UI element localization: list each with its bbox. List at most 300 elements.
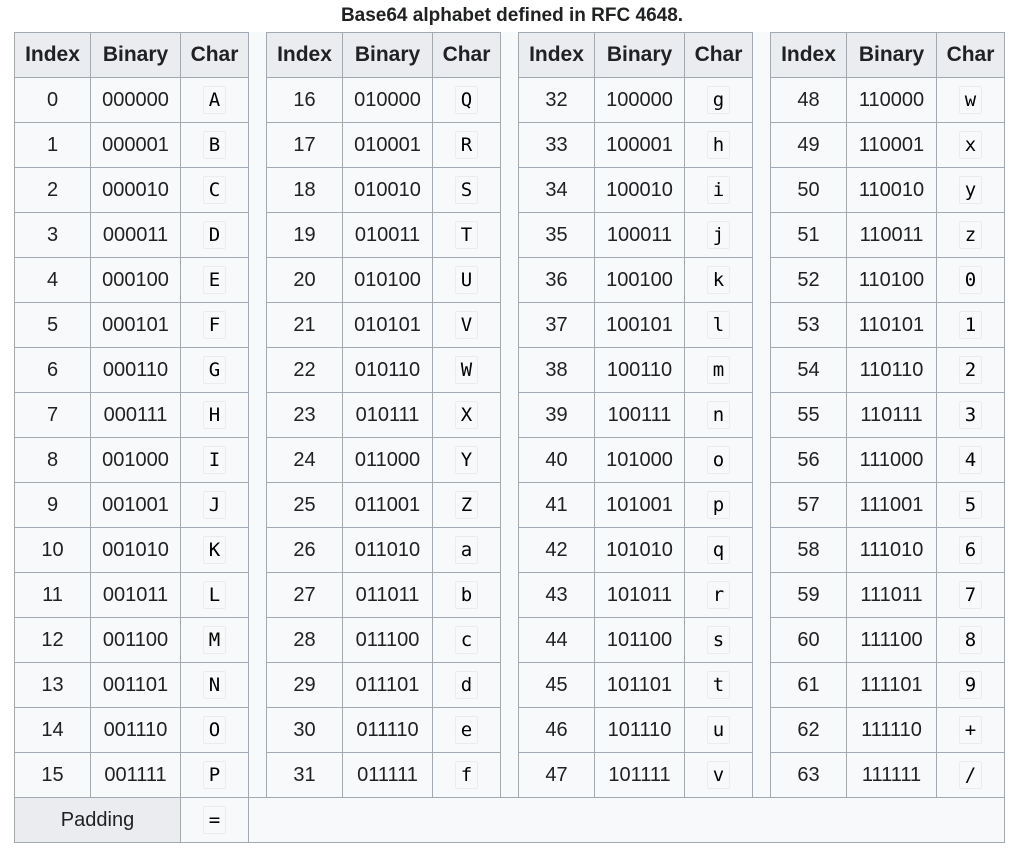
index-cell: 5	[15, 303, 91, 348]
char-value: y	[959, 176, 982, 204]
column-separator	[501, 78, 519, 123]
index-cell: 54	[771, 348, 847, 393]
column-separator	[501, 618, 519, 663]
binary-cell: 110010	[847, 168, 937, 213]
binary-cell: 000100	[91, 258, 181, 303]
char-cell	[181, 753, 249, 798]
char-cell	[685, 663, 753, 708]
header-row	[15, 33, 1005, 78]
char-value: T	[455, 221, 478, 249]
index-cell: 7	[15, 393, 91, 438]
char-value: m	[707, 356, 730, 384]
char-cell	[181, 78, 249, 123]
binary-cell: 011010	[343, 528, 433, 573]
index-cell: 37	[519, 303, 595, 348]
char-cell	[685, 438, 753, 483]
char-cell	[433, 303, 501, 348]
binary-cell: 101110	[595, 708, 685, 753]
column-separator	[249, 168, 267, 213]
char-cell	[937, 753, 1005, 798]
binary-cell: 110100	[847, 258, 937, 303]
char-value: L	[203, 581, 226, 609]
binary-cell: 000111	[91, 393, 181, 438]
char-cell	[937, 393, 1005, 438]
index-cell: 62	[771, 708, 847, 753]
char-cell	[181, 213, 249, 258]
binary-cell: 111101	[847, 663, 937, 708]
table-row	[15, 618, 1005, 663]
char-cell	[685, 573, 753, 618]
binary-cell: 111001	[847, 483, 937, 528]
binary-cell: 010011	[343, 213, 433, 258]
char-value: Q	[455, 86, 478, 114]
binary-cell: 000010	[91, 168, 181, 213]
binary-cell: 000000	[91, 78, 181, 123]
column-separator	[501, 663, 519, 708]
column-separator	[753, 78, 771, 123]
column-separator	[249, 123, 267, 168]
table-body	[15, 78, 1005, 798]
index-cell: 4	[15, 258, 91, 303]
index-cell: 59	[771, 573, 847, 618]
table-row	[15, 348, 1005, 393]
char-value: 0	[959, 266, 982, 294]
table-row	[15, 528, 1005, 573]
char-cell	[685, 213, 753, 258]
char-value: c	[455, 626, 478, 654]
char-cell	[181, 618, 249, 663]
char-value: l	[707, 311, 730, 339]
column-separator	[249, 528, 267, 573]
column-separator	[501, 708, 519, 753]
binary-cell: 010001	[343, 123, 433, 168]
char-cell	[433, 123, 501, 168]
index-cell: 3	[15, 213, 91, 258]
char-value: J	[203, 491, 226, 519]
header-index: Index	[771, 33, 847, 78]
column-separator	[501, 123, 519, 168]
index-cell: 32	[519, 78, 595, 123]
padding-char-cell	[181, 798, 249, 843]
char-value: d	[455, 671, 478, 699]
char-cell	[181, 168, 249, 213]
char-cell	[181, 663, 249, 708]
column-separator	[753, 573, 771, 618]
binary-cell: 000011	[91, 213, 181, 258]
char-value: 2	[959, 356, 982, 384]
char-value: v	[707, 761, 730, 789]
index-cell: 19	[267, 213, 343, 258]
index-cell: 11	[15, 573, 91, 618]
char-cell	[181, 438, 249, 483]
binary-cell: 111000	[847, 438, 937, 483]
binary-cell: 101010	[595, 528, 685, 573]
char-value: i	[707, 176, 730, 204]
column-separator	[501, 258, 519, 303]
table-row	[15, 483, 1005, 528]
column-separator	[501, 33, 519, 78]
header-binary: Binary	[343, 33, 433, 78]
binary-cell: 001000	[91, 438, 181, 483]
padding-row	[15, 798, 1005, 843]
char-cell	[433, 483, 501, 528]
char-value: M	[203, 626, 226, 654]
index-cell: 34	[519, 168, 595, 213]
table-row	[15, 258, 1005, 303]
index-cell: 21	[267, 303, 343, 348]
char-cell	[685, 303, 753, 348]
column-separator	[501, 483, 519, 528]
index-cell: 45	[519, 663, 595, 708]
char-cell	[433, 618, 501, 663]
char-value: a	[455, 536, 478, 564]
binary-cell: 001001	[91, 483, 181, 528]
header-char: Char	[937, 33, 1005, 78]
column-separator	[249, 618, 267, 663]
column-separator	[249, 663, 267, 708]
char-value: 1	[959, 311, 982, 339]
column-separator	[249, 303, 267, 348]
index-cell: 41	[519, 483, 595, 528]
binary-cell: 110000	[847, 78, 937, 123]
column-separator	[753, 663, 771, 708]
char-value: 7	[959, 581, 982, 609]
binary-cell: 111110	[847, 708, 937, 753]
index-cell: 60	[771, 618, 847, 663]
binary-cell: 001100	[91, 618, 181, 663]
char-cell	[937, 483, 1005, 528]
binary-cell: 000001	[91, 123, 181, 168]
index-cell: 14	[15, 708, 91, 753]
column-separator	[753, 618, 771, 663]
column-separator	[249, 78, 267, 123]
binary-cell: 010010	[343, 168, 433, 213]
index-cell: 33	[519, 123, 595, 168]
index-cell: 43	[519, 573, 595, 618]
binary-cell: 010110	[343, 348, 433, 393]
char-value: Z	[455, 491, 478, 519]
binary-cell: 011000	[343, 438, 433, 483]
char-value: s	[707, 626, 730, 654]
table-row	[15, 663, 1005, 708]
char-cell	[937, 573, 1005, 618]
binary-cell: 110111	[847, 393, 937, 438]
char-cell	[433, 663, 501, 708]
index-cell: 26	[267, 528, 343, 573]
index-cell: 56	[771, 438, 847, 483]
header-index: Index	[15, 33, 91, 78]
column-separator	[753, 258, 771, 303]
table-caption: Base64 alphabet defined in RFC 4648.	[340, 5, 684, 26]
index-cell: 15	[15, 753, 91, 798]
column-separator	[753, 33, 771, 78]
column-separator	[249, 393, 267, 438]
char-cell	[937, 663, 1005, 708]
index-cell: 51	[771, 213, 847, 258]
char-cell	[685, 528, 753, 573]
column-separator	[249, 753, 267, 798]
column-separator	[249, 213, 267, 258]
column-separator	[249, 573, 267, 618]
char-value: o	[707, 446, 730, 474]
header-index: Index	[519, 33, 595, 78]
char-value: G	[203, 356, 226, 384]
index-cell: 10	[15, 528, 91, 573]
char-cell	[433, 78, 501, 123]
base64-alphabet-table	[14, 32, 1005, 843]
char-cell	[685, 708, 753, 753]
binary-cell: 011100	[343, 618, 433, 663]
char-value: e	[455, 716, 478, 744]
char-cell	[433, 753, 501, 798]
binary-cell: 111010	[847, 528, 937, 573]
index-cell: 42	[519, 528, 595, 573]
column-separator	[753, 483, 771, 528]
index-cell: 46	[519, 708, 595, 753]
index-cell: 22	[267, 348, 343, 393]
index-cell: 9	[15, 483, 91, 528]
binary-cell: 100011	[595, 213, 685, 258]
char-cell	[937, 618, 1005, 663]
binary-cell: 011110	[343, 708, 433, 753]
char-value: C	[203, 176, 226, 204]
table-row	[15, 393, 1005, 438]
table-row	[15, 213, 1005, 258]
column-separator	[753, 213, 771, 258]
char-cell	[685, 123, 753, 168]
char-value: V	[455, 311, 478, 339]
binary-cell: 010101	[343, 303, 433, 348]
char-value: R	[455, 131, 478, 159]
binary-cell: 100110	[595, 348, 685, 393]
index-cell: 0	[15, 78, 91, 123]
binary-cell: 001010	[91, 528, 181, 573]
binary-cell: 001111	[91, 753, 181, 798]
padding-empty-cell	[249, 798, 1005, 843]
index-cell: 27	[267, 573, 343, 618]
char-value: B	[203, 131, 226, 159]
char-value: S	[455, 176, 478, 204]
header-char: Char	[433, 33, 501, 78]
char-value: D	[203, 221, 226, 249]
binary-cell: 100101	[595, 303, 685, 348]
index-cell: 53	[771, 303, 847, 348]
binary-cell: 010100	[343, 258, 433, 303]
header-index: Index	[267, 33, 343, 78]
column-separator	[249, 438, 267, 483]
char-cell	[433, 573, 501, 618]
column-separator	[501, 348, 519, 393]
table-row	[15, 168, 1005, 213]
char-value: j	[707, 221, 730, 249]
index-cell: 58	[771, 528, 847, 573]
index-cell: 36	[519, 258, 595, 303]
char-cell	[937, 258, 1005, 303]
binary-cell: 101001	[595, 483, 685, 528]
char-cell	[937, 438, 1005, 483]
char-value: O	[203, 716, 226, 744]
index-cell: 13	[15, 663, 91, 708]
column-separator	[753, 528, 771, 573]
char-cell	[937, 78, 1005, 123]
char-value: z	[959, 221, 982, 249]
binary-cell: 110101	[847, 303, 937, 348]
char-cell	[181, 708, 249, 753]
column-separator	[501, 168, 519, 213]
index-cell: 25	[267, 483, 343, 528]
index-cell: 28	[267, 618, 343, 663]
char-cell	[685, 618, 753, 663]
padding-char: =	[203, 806, 226, 834]
char-value: h	[707, 131, 730, 159]
char-value: E	[203, 266, 226, 294]
char-cell	[685, 348, 753, 393]
char-cell	[181, 393, 249, 438]
char-value: t	[707, 671, 730, 699]
column-separator	[249, 33, 267, 78]
char-value: P	[203, 761, 226, 789]
binary-cell: 110011	[847, 213, 937, 258]
char-value: n	[707, 401, 730, 429]
char-cell	[937, 708, 1005, 753]
binary-cell: 101101	[595, 663, 685, 708]
char-cell	[433, 348, 501, 393]
char-cell	[685, 393, 753, 438]
char-cell	[685, 483, 753, 528]
index-cell: 30	[267, 708, 343, 753]
char-value: I	[203, 446, 226, 474]
index-cell: 39	[519, 393, 595, 438]
binary-cell: 101111	[595, 753, 685, 798]
column-separator	[753, 438, 771, 483]
padding-label: Padding	[15, 798, 181, 843]
binary-cell: 001011	[91, 573, 181, 618]
binary-cell: 011111	[343, 753, 433, 798]
char-value: 8	[959, 626, 982, 654]
char-value: 5	[959, 491, 982, 519]
index-cell: 17	[267, 123, 343, 168]
char-value: W	[455, 356, 478, 384]
index-cell: 1	[15, 123, 91, 168]
char-value: r	[707, 581, 730, 609]
char-value: H	[203, 401, 226, 429]
column-separator	[753, 123, 771, 168]
binary-cell: 101100	[595, 618, 685, 663]
binary-cell: 010111	[343, 393, 433, 438]
binary-cell: 110110	[847, 348, 937, 393]
index-cell: 29	[267, 663, 343, 708]
binary-cell: 011101	[343, 663, 433, 708]
char-cell	[181, 303, 249, 348]
column-separator	[501, 753, 519, 798]
char-cell	[433, 438, 501, 483]
char-value: u	[707, 716, 730, 744]
column-separator	[249, 708, 267, 753]
header-char: Char	[181, 33, 249, 78]
char-cell	[685, 168, 753, 213]
binary-cell: 100010	[595, 168, 685, 213]
char-value: g	[707, 86, 730, 114]
column-separator	[501, 213, 519, 258]
char-value: 6	[959, 536, 982, 564]
table-row	[15, 438, 1005, 483]
char-cell	[181, 483, 249, 528]
binary-cell: 001101	[91, 663, 181, 708]
char-cell	[937, 123, 1005, 168]
char-cell	[181, 528, 249, 573]
column-separator	[753, 708, 771, 753]
binary-cell: 000101	[91, 303, 181, 348]
binary-cell: 011011	[343, 573, 433, 618]
char-value: x	[959, 131, 982, 159]
table-row	[15, 123, 1005, 168]
char-cell	[937, 528, 1005, 573]
index-cell: 8	[15, 438, 91, 483]
char-cell	[433, 708, 501, 753]
index-cell: 12	[15, 618, 91, 663]
char-cell	[433, 213, 501, 258]
char-value: A	[203, 86, 226, 114]
column-separator	[249, 483, 267, 528]
index-cell: 40	[519, 438, 595, 483]
char-value: b	[455, 581, 478, 609]
char-cell	[685, 753, 753, 798]
char-value: w	[959, 86, 982, 114]
index-cell: 52	[771, 258, 847, 303]
char-value: +	[959, 716, 982, 744]
char-cell	[181, 123, 249, 168]
index-cell: 61	[771, 663, 847, 708]
index-cell: 50	[771, 168, 847, 213]
index-cell: 35	[519, 213, 595, 258]
column-separator	[753, 168, 771, 213]
index-cell: 48	[771, 78, 847, 123]
header-char: Char	[685, 33, 753, 78]
column-separator	[249, 348, 267, 393]
column-separator	[501, 438, 519, 483]
char-cell	[433, 393, 501, 438]
char-value: k	[707, 266, 730, 294]
char-cell	[433, 258, 501, 303]
index-cell: 31	[267, 753, 343, 798]
column-separator	[753, 348, 771, 393]
index-cell: 63	[771, 753, 847, 798]
binary-cell: 101011	[595, 573, 685, 618]
column-separator	[501, 528, 519, 573]
index-cell: 18	[267, 168, 343, 213]
binary-cell: 011001	[343, 483, 433, 528]
char-cell	[937, 348, 1005, 393]
char-value: U	[455, 266, 478, 294]
char-value: 3	[959, 401, 982, 429]
index-cell: 55	[771, 393, 847, 438]
index-cell: 49	[771, 123, 847, 168]
header-binary: Binary	[91, 33, 181, 78]
column-separator	[501, 393, 519, 438]
binary-cell: 100111	[595, 393, 685, 438]
binary-cell: 100000	[595, 78, 685, 123]
char-cell	[181, 258, 249, 303]
char-cell	[937, 168, 1005, 213]
binary-cell: 110001	[847, 123, 937, 168]
char-cell	[937, 213, 1005, 258]
char-value: F	[203, 311, 226, 339]
header-binary: Binary	[595, 33, 685, 78]
column-separator	[753, 393, 771, 438]
table-row	[15, 78, 1005, 123]
char-value: f	[455, 761, 478, 789]
binary-cell: 100001	[595, 123, 685, 168]
